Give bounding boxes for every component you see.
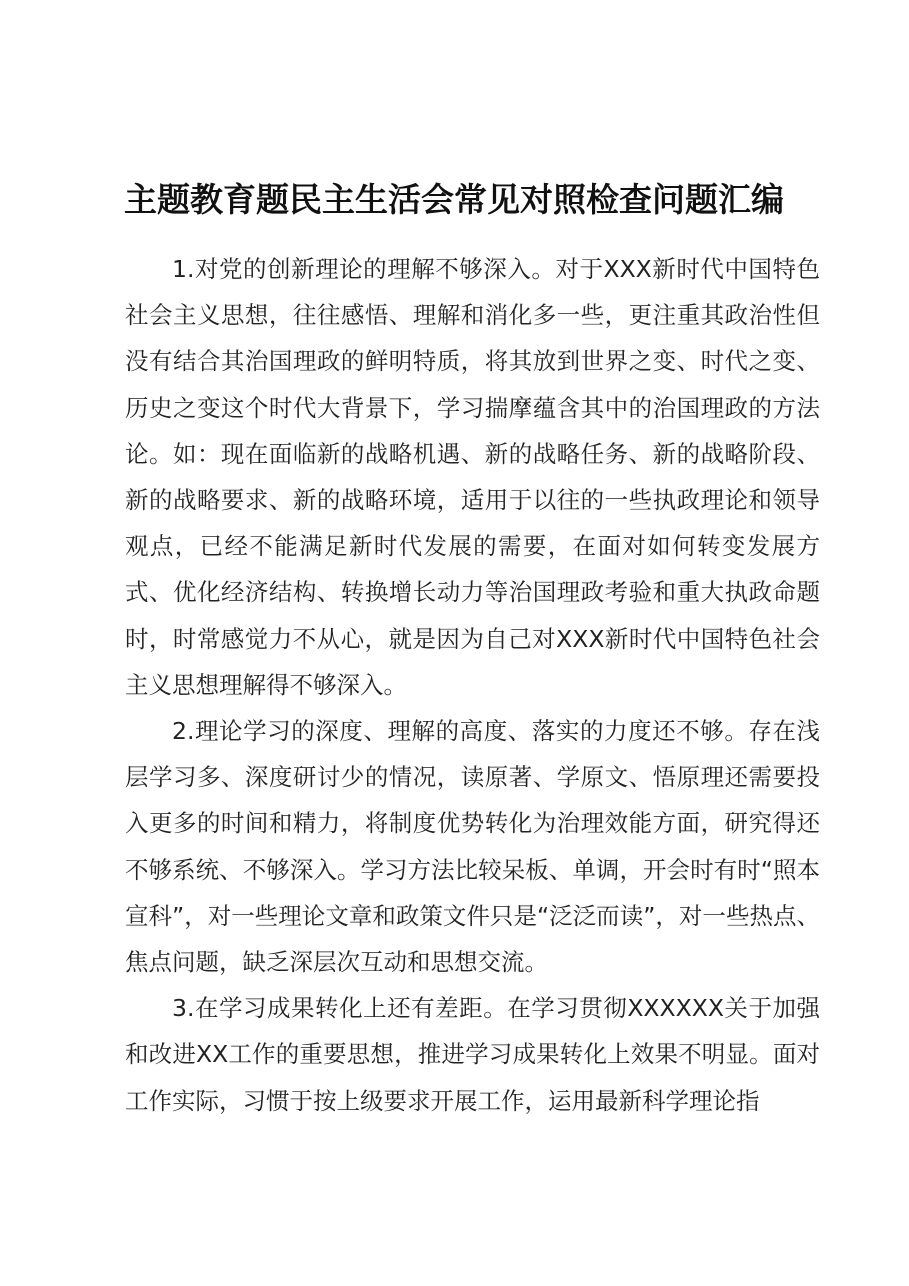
- document-body: [125, 246, 820, 1124]
- document-title: 主题教育题民主生活会常见对照检查问题汇编: [124, 180, 784, 219]
- paragraph-1: 1.对党的创新理论的理解不够深入。对于XXX新时代中国特色社会主义思想，往往感悟、理解和消化多一些，更注重其政治性但没有结合其治国理政的鲜明特质，将其放到世界之变、时代之变、历史之变这个时代大背景下，学习揣摩蕴含其中的治国理政的方法论。如：现在面临新的战略机遇、新的战略任务、新的战略阶段、新的战略要求、新的战略环境，适用于以往的一些执政理论和领导观点，已经不能满足新时代发展的需要，在面对如何转变发展方式、优化经济结构、转换增长动力等治国理政考验和重大执政命题时，时常感觉力不从心，就是因为自己对XXX新时代中国特色社会主义思想理解得不够深入。: [125, 255, 820, 699]
- paragraph-2: 2.理论学习的深度、理解的高度、落实的力度还不够。存在浅层学习多、深度研讨少的情况，读原著、学原文、悟原理还需要投入更多的时间和精力，将制度优势转化为治理效能方面，研究得还不够系统、不够深入。学习方法比较呆板、单调，开会时有时“照本宣科”，对一些理论文章和政策文件只是“泛泛而读”，对一些热点、焦点问题，缺乏深层次互动和思想交流。: [125, 717, 820, 977]
- paragraph-3: 3.在学习成果转化上还有差距。在学习贯彻XXXXXX关于加强和改进XX工作的重要思想，推进学习成果转化上效果不明显。面对工作实际，习惯于按上级要求开展工作，运用最新科学理论指: [125, 994, 820, 1115]
